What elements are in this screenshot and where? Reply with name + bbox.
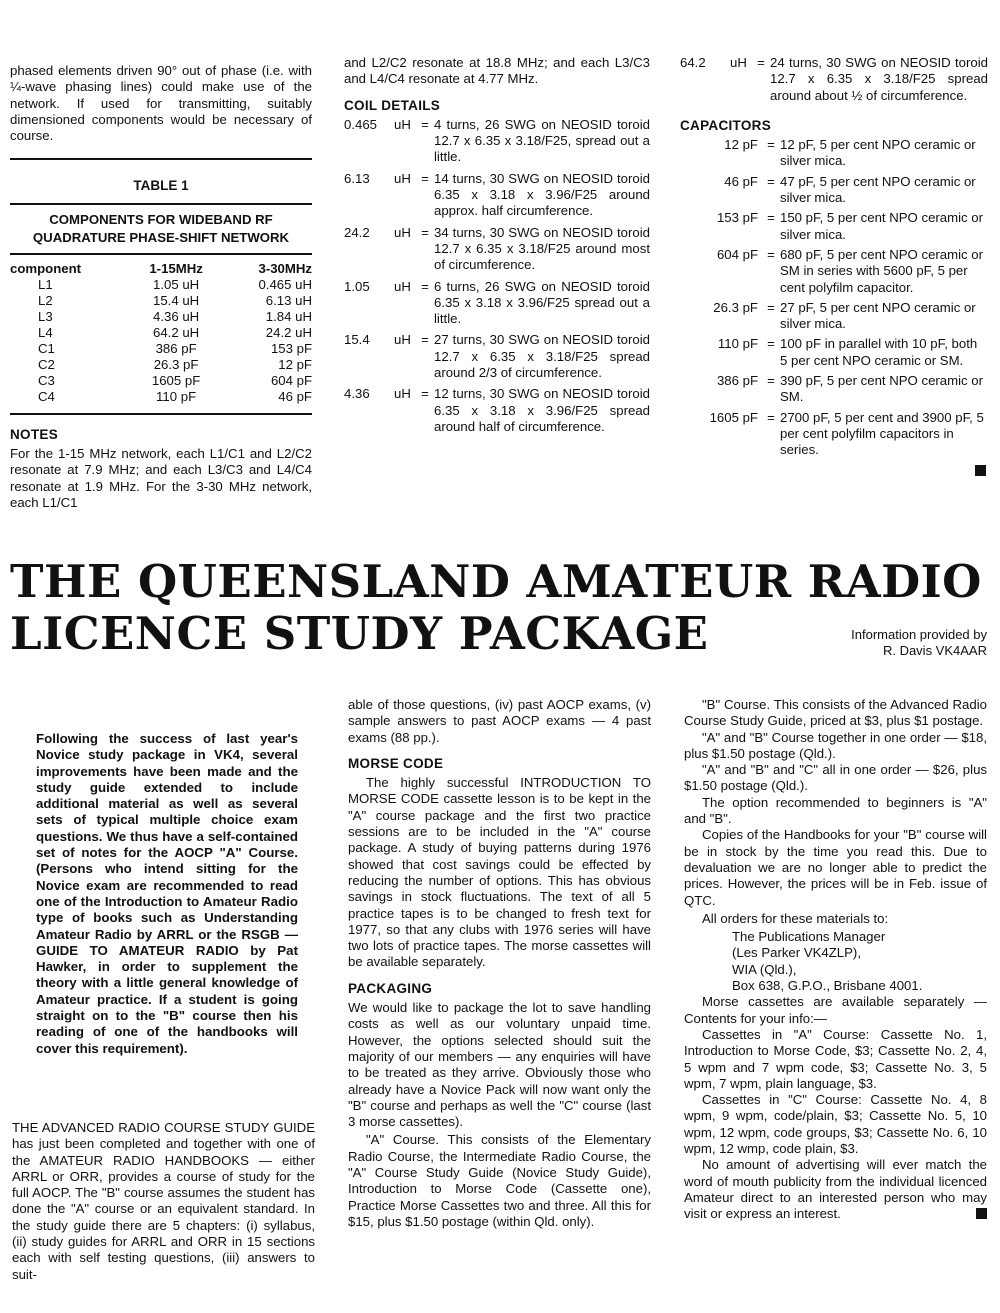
table-header-row: [10, 261, 312, 277]
col1-intro: phased elements driven 90° out of phase (i.e. with ¼-wave phasing lines) could make use of the network. If used for transmitting, suitably dimensioned components would be necessary of course.: [10, 63, 312, 144]
coil-unit: uH: [394, 170, 411, 186]
capacitor-entry: [680, 373, 988, 406]
coil-entry: [344, 171, 650, 220]
equals-sign: =: [767, 210, 775, 226]
a-course-paragraph: "A" Course. This consists of the Elementary Radio Course, the Intermediate Radio Course, the "A" Course Study Guide (Novice Study Guide), Introduction to Morse Code (Cassette one), Practice Morse Cassettes two and three. All this for $15, plus $1.50 postage (within Qld. only).: [348, 1132, 651, 1229]
table-header-rule: [10, 253, 312, 255]
capacitor-value: 12 pF: [724, 137, 758, 153]
closing-paragraph: [684, 1157, 987, 1222]
article-column-2: [348, 697, 651, 1230]
coil-description: 12 turns, 30 SWG on NEOSID toroid 6.35 x 3.18 x 3.96/F25 spread around half of circumference.: [434, 386, 650, 434]
address-line: (Les Parker VK4ZLP),: [732, 945, 861, 961]
a-course-cassettes: Cassettes in "A" Course: Cassette No. 1, Introduction to Morse Code, $3; Cassette No. 2, 4, 5 wpm and 7 wpm code, $3; Cassette No. 3, 5 wpm, 7 wpm, plain language, $3.: [684, 1026, 987, 1091]
capacitor-value: 46 pF: [724, 173, 758, 189]
table-row: [10, 357, 312, 373]
top-column-3: [680, 55, 988, 476]
component-name: C2: [38, 356, 55, 372]
equals-sign: =: [767, 137, 775, 153]
coil-value: 4.36: [344, 386, 370, 402]
value-3-30mhz: 24.2 uH: [265, 324, 312, 340]
value-1-15mhz: 15.4 uH: [152, 292, 200, 308]
col2-intro: and L2/C2 resonate at 18.8 MHz; and each L3/C3 and L4/C4 resonate at 4.77 MHz.: [344, 55, 650, 87]
table-row: [10, 293, 312, 309]
capacitor-entry: [680, 336, 988, 369]
capacitor-entry: [680, 137, 988, 170]
headline-line-1: THE QUEENSLAND AMATEUR RADIO: [10, 555, 982, 608]
morse-code-heading: MORSE CODE: [348, 755, 444, 771]
component-values-table: [10, 261, 312, 405]
equals-sign: =: [421, 116, 429, 132]
exam-list-continuation: able of those questions, (iv) past AOCP exams, (v) sample answers to past AOCP exams — 4 past exams (88 pp.).: [348, 697, 651, 745]
capacitor-description: 2700 pF, 5 per cent and 3900 pF, 5 per cent polyfilm capacitors in series.: [780, 409, 984, 458]
headline-line-2: LICENCE STUDY PACKAGE: [10, 607, 709, 660]
component-name: L2: [38, 292, 53, 308]
coil-entry: [344, 332, 650, 381]
header-1-15mhz: 1-15MHz: [149, 260, 203, 276]
table-row: [10, 389, 312, 405]
address-line: The Publications Manager: [732, 929, 886, 945]
value-3-30mhz: 604 pF: [270, 372, 312, 388]
value-1-15mhz: 1.05 uH: [152, 276, 200, 292]
coil-value: 15.4: [344, 332, 370, 348]
notes-heading: NOTES: [10, 426, 59, 442]
equals-sign: =: [767, 409, 775, 425]
capacitor-value: 386 pF: [716, 373, 758, 389]
coil-entry-64-2: [680, 55, 988, 104]
capacitor-description: 100 pF in parallel with 10 pF, both 5 per cent NPO ceramic or SM.: [780, 336, 978, 368]
article-intro: Following the success of last year's Novice study package in VK4, several improvements have been made and the study guide extended to include additional material as well as several sets of typical multiple choice exam questions. We thus have a self-contained set of notes for the AOCP "A" Course. (Persons who intend sitting for the Novice exam are recommended to read one of the Introduction to Amateur Radio type of books such as Understanding Amateur Radio by ARRL or the RSGB — GUIDE TO AMATEUR RADIO by Pat Hawker, in order to supplement the theory with a little general knowledge of Amateur practice. If a student is going straight on to the "B" course then his reading of one of the handbooks will cover this requirement).: [36, 731, 298, 1056]
orders-paragraph: All orders for these materials to:: [702, 910, 889, 926]
component-name: C3: [38, 372, 55, 388]
value-3-30mhz: 6.13 uH: [265, 292, 312, 308]
value-3-30mhz: 12 pF: [278, 356, 312, 372]
component-name: L1: [38, 276, 53, 292]
coil-unit: uH: [394, 332, 411, 348]
value-1-15mhz: 64.2 uH: [152, 324, 200, 340]
value-3-30mhz: 46 pF: [278, 388, 312, 404]
equals-sign: =: [767, 173, 775, 189]
value-3-30mhz: 153 pF: [270, 340, 312, 356]
packaging-paragraph: We would like to package the lot to save handling costs as well as our voluntary unpaid time. However, the options selected should suit the majority of our members — any enquiries will have to be treated as they arrive. Obviously those who already have a Novice Pack will now want only the "B" course and perhaps as well the "C" course (last 3 morse cassettes).: [348, 1000, 651, 1130]
coil-details-heading: COIL DETAILS: [344, 97, 441, 113]
equals-sign: =: [421, 332, 429, 348]
handbooks-paragraph: Copies of the Handbooks for your "B" course will be in stock by the time you read this. Due to devaluation we are no longer able to predict the prices. However, the prices will be in Feb. issue of QTC.: [684, 827, 987, 908]
table-row: [10, 325, 312, 341]
equals-sign: =: [767, 373, 775, 389]
coil-description: 27 turns, 30 SWG on NEOSID toroid 12.7 x 6.35 x 3.18/F25 spread around 2/3 of circumference.: [434, 332, 650, 381]
end-of-article-mark: [976, 1208, 987, 1219]
table-top-rule: [10, 158, 312, 160]
capacitors-heading: CAPACITORS: [680, 117, 772, 133]
capacitor-entry: [680, 247, 988, 296]
coil-entry: [344, 117, 650, 166]
value-1-15mhz: 26.3 pF: [153, 356, 199, 372]
capacitor-value: 26.3 pF: [713, 299, 758, 315]
coil-value: 0.465: [344, 116, 378, 132]
a-and-b-price: "A" and "B" Course together in one order — $18, plus $1.50 postage (Qld.).: [684, 729, 987, 761]
table-row: [10, 373, 312, 389]
notes-text: For the 1-15 MHz network, each L1/C1 and L2/C2 resonate at 7.9 MHz; and each L3/C3 and L4/C4 resonate at 1.9 MHz. For the 3-30 MHz network, each L1/C1: [10, 446, 312, 510]
capacitor-description: 47 pF, 5 per cent NPO ceramic or silver mica.: [780, 173, 976, 206]
recommendation-paragraph: The option recommended to beginners is "A" and "B".: [684, 794, 987, 827]
c-course-cassettes: Cassettes in "C" Course: Cassette No. 4, 8 wpm, 9 wpm, code/plain, $3; Cassette No. 5, 10 wpm, 12 wpm, code groups, $3; Cassette No. 6, 10 wpm, 12 wmp, code plain, $3.: [684, 1092, 987, 1157]
byline: [800, 627, 987, 659]
end-of-article-mark: [975, 465, 986, 476]
capacitor-list: [680, 137, 988, 458]
coil-details-list: [344, 117, 650, 435]
value-1-15mhz: 4.36 uH: [152, 308, 200, 324]
article-column-1: [12, 1120, 315, 1283]
value-1-15mhz: 1605 pF: [151, 372, 201, 388]
component-name: L4: [38, 324, 53, 340]
capacitor-entry: [680, 174, 988, 207]
table-row: [10, 277, 312, 293]
postal-address: [684, 929, 987, 994]
equals-sign: =: [767, 299, 775, 315]
value-1-15mhz: 110 pF: [156, 388, 197, 404]
table-subtitle-2: QUADRATURE PHASE-SHIFT NETWORK: [32, 229, 290, 245]
coil-description: 24 turns, 30 SWG on NEOSID toroid 12.7 x 6.35 x 3.18/F25 spread around about ½ of circumference.: [770, 55, 988, 103]
a-b-c-price: "A" and "B" and "C" all in one order — $26, plus $1.50 postage (Qld.).: [684, 762, 987, 794]
coil-unit: uH: [394, 386, 411, 402]
component-name: C4: [38, 388, 55, 404]
coil-description: 34 turns, 30 SWG on NEOSID toroid 12.7 x 6.35 x 3.18/F25 around most of circumference.: [434, 224, 650, 273]
capacitor-description: 150 pF, 5 per cent NPO ceramic or silver mica.: [780, 210, 984, 242]
capacitor-value: 604 pF: [716, 246, 758, 262]
table-title: TABLE 1: [133, 178, 189, 194]
component-table: [10, 158, 312, 414]
capacitor-entry: [680, 210, 988, 243]
header-component: component: [10, 260, 82, 276]
coil-entry: [344, 386, 650, 435]
header-3-30mhz: 3-30MHz: [258, 260, 312, 276]
component-name: L3: [38, 308, 53, 324]
equals-sign: =: [421, 224, 429, 240]
coil-unit: uH: [394, 224, 411, 240]
coil-entry: [344, 279, 650, 328]
coil-unit: uH: [394, 278, 411, 294]
equals-sign: =: [421, 170, 429, 186]
table-bottom-rule: [10, 413, 312, 415]
equals-sign: =: [767, 336, 775, 352]
table-subtitle-1: COMPONENTS FOR WIDEBAND RF: [49, 211, 273, 227]
equals-sign: =: [421, 278, 429, 294]
capacitor-value: 110 pF: [717, 336, 758, 352]
closing-text: No amount of advertising will ever match the word of mouth publicity from the individual licenced Amateur direct to an interested person who may visit or express an interest.: [684, 1157, 987, 1222]
coil-description: 14 turns, 30 SWG on NEOSID toroid 6.35 x 3.18 x 3.96/F25 around approx. half circumference.: [434, 170, 650, 219]
equals-sign: =: [421, 386, 429, 402]
table-row: [10, 309, 312, 325]
packaging-heading: PACKAGING: [348, 980, 433, 996]
value-3-30mhz: 1.84 uH: [265, 308, 312, 324]
b-course-paragraph: "B" Course. This consists of the Advanced Radio Course Study Guide, priced at $3, plus $1 postage.: [684, 697, 987, 729]
capacitor-entry: [680, 300, 988, 333]
equals-sign: =: [757, 55, 765, 70]
coil-entry: [344, 225, 650, 274]
capacitor-value: 153 pF: [716, 210, 758, 226]
coil-value: 64.2: [680, 55, 706, 70]
value-1-15mhz: 386 pF: [155, 340, 197, 356]
capacitor-description: 27 pF, 5 per cent NPO ceramic or silver mica.: [780, 299, 976, 332]
coil-unit: uH: [394, 116, 411, 132]
address-line: Box 638, G.P.O., Brisbane 4001.: [732, 978, 923, 994]
top-column-1: [10, 63, 312, 511]
address-line: WIA (Qld.),: [732, 961, 797, 977]
capacitor-description: 680 pF, 5 per cent NPO ceramic or SM in series with 5600 pF, 5 per cent polyfilm capacitor.: [780, 246, 984, 295]
coil-description: 6 turns, 26 SWG on NEOSID toroid 6.35 x 3.18 x 3.96/F25 spread out a little.: [434, 278, 650, 327]
capacitor-description: 390 pF, 5 per cent NPO ceramic or SM.: [780, 373, 984, 405]
capacitor-description: 12 pF, 5 per cent NPO ceramic or silver mica.: [780, 137, 976, 169]
coil-description: 4 turns, 26 SWG on NEOSID toroid 12.7 x 6.35 x 3.18/F25, spread out a little.: [434, 116, 650, 165]
component-name: C1: [38, 340, 55, 356]
byline-label: Information provided by: [851, 627, 987, 642]
capacitor-value: 1605 pF: [709, 409, 758, 425]
advanced-course-paragraph: THE ADVANCED RADIO COURSE STUDY GUIDE has just been completed and together with one of the AMATEUR RADIO HANDBOOKS — either ARRL or ORR, provides a course of study for the full AOCP. The "B" course assumes the student has done the "A" course or an equivalent standard. In the study guide there are 5 chapters: (i) syllabus, (ii) study guides for ARRL and ORR in 15 sections each with self testing questions, (iii) answers to suit-: [12, 1120, 315, 1282]
top-column-2: [344, 55, 650, 440]
article-column-3: [684, 697, 987, 1223]
byline-author: R. Davis VK4AAR: [882, 643, 987, 658]
table-row: [10, 341, 312, 357]
coil-unit: uH: [730, 55, 747, 70]
value-3-30mhz: 0.465 uH: [258, 276, 312, 292]
coil-value: 1.05: [344, 278, 370, 294]
table-title-rule: [10, 203, 312, 205]
coil-value: 6.13: [344, 170, 370, 186]
cassettes-paragraph: Morse cassettes are available separately —Contents for your info:—: [684, 994, 987, 1026]
equals-sign: =: [767, 246, 775, 262]
coil-value: 24.2: [344, 224, 370, 240]
capacitor-entry: [680, 410, 988, 459]
morse-code-paragraph: The highly successful INTRODUCTION TO MORSE CODE cassette lesson is to be kept in the "A" course package and the first two practice sessions are to be included in the "A" course package. A study of buying patterns during 1976 showed that cost savings could be effected by reducing the number of options. This has obvious savings in stock fluctuations. The text of all 5 practice tapes is to be changed to fresh text for 1977, so that any clubs with 1976 series will have two lots of practice tapes. The morse cassettes will be available separately.: [348, 775, 651, 970]
